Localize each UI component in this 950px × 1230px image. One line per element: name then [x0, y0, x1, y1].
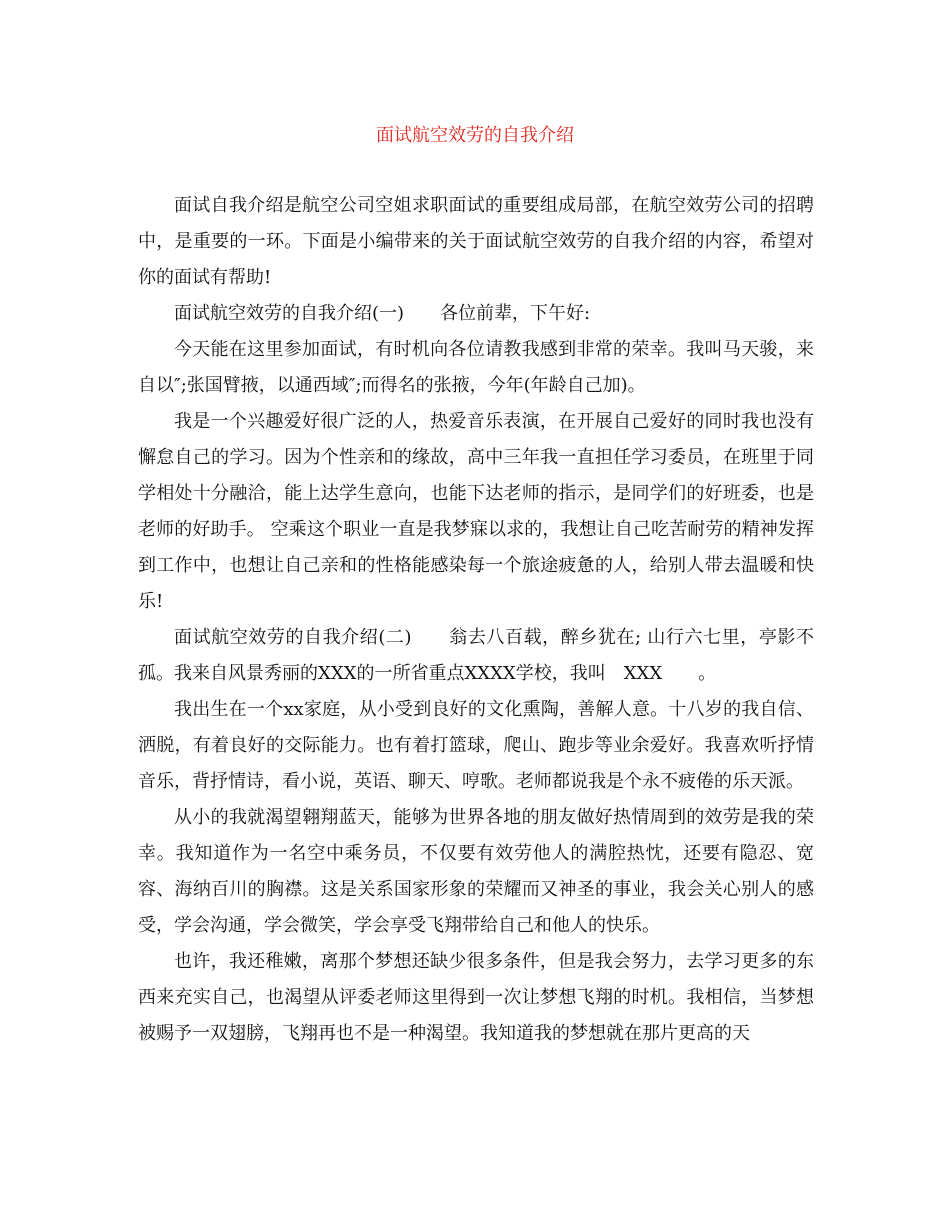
paragraph-closing: 也许，我还稚嫩，离那个梦想还缺少很多条件，但是我会努力，去学习更多的东西来充实自己，也渴望从评委老师这里得到一次让梦想飞翔的时机。我相信，当梦想被赐予一双翅膀，飞翔再也不是一种渴望。我知道我的梦想就在那片更高的天	[138, 951, 814, 1044]
paragraph-hobbies: 我是一个兴趣爱好很广泛的人，热爱音乐表演，在开展自己爱好的同时我也没有懈怠自己的学习。因为个性亲和的缘故，高中三年我一直担任学习委员，在班里于同学相处十分融洽，能上达学生意向，也能下达老师的指示，是同学们的好班委，也是老师的好助手。 空乘这个职业一直是我梦寐以求的，我想让自己吃苦耐劳的精神发挥到工作中，也想让自己亲和的性格能感染每一个旅途疲惫的人，给别人带去温暖和快乐!	[138, 411, 814, 612]
paragraph-aspiration: 从小的我就渴望翱翔蓝天，能够为世界各地的朋友做好热情周到的效劳是我的荣幸。我知道作为一名空中乘务员，不仅要有效劳他人的满腔热忱，还要有隐忍、宽容、海纳百川的胸襟。这是关系国家形象的荣耀而又神圣的事业，我会关心别人的感受，学会沟通，学会微笑，学会享受飞翔带给自己和他人的快乐。	[138, 807, 814, 936]
paragraph-intro: 面试自我介绍是航空公司空姐求职面试的重要组成局部，在航空效劳公司的招聘中，是重要的一环。下面是小编带来的关于面试航空效劳的自我介绍的内容，希望对你的面试有帮助!	[138, 195, 814, 288]
paragraph-self-intro: 今天能在这里参加面试，有时机向各位请教我感到非常的荣幸。我叫马天骏，来自以″;张国臂掖，以通西域″;而得名的张掖，今年(年龄自己加)。	[138, 339, 814, 396]
paragraph-heading-two: 面试航空效劳的自我介绍(二) 翁去八百载，醉乡犹在; 山行六七里，亭影不孤。我来自风景秀丽的XXX的一所省重点XXXX学校，我叫 XXX 。	[138, 627, 814, 684]
document-title: 面试航空效劳的自我介绍	[376, 125, 574, 146]
paragraph-background: 我出生在一个xx家庭，从小受到良好的文化熏陶，善解人意。十八岁的我自信、洒脱，有着良好的交际能力。也有着打篮球，爬山、跑步等业余爱好。我喜欢听抒情音乐，背抒情诗，看小说，英语、聊天、哼歌。老师都说我是个永不疲倦的乐天派。	[138, 699, 814, 792]
paragraph-heading-one: 面试航空效劳的自我介绍(一) 各位前辈，下午好:	[174, 303, 591, 324]
document-body	[138, 188, 814, 1052]
